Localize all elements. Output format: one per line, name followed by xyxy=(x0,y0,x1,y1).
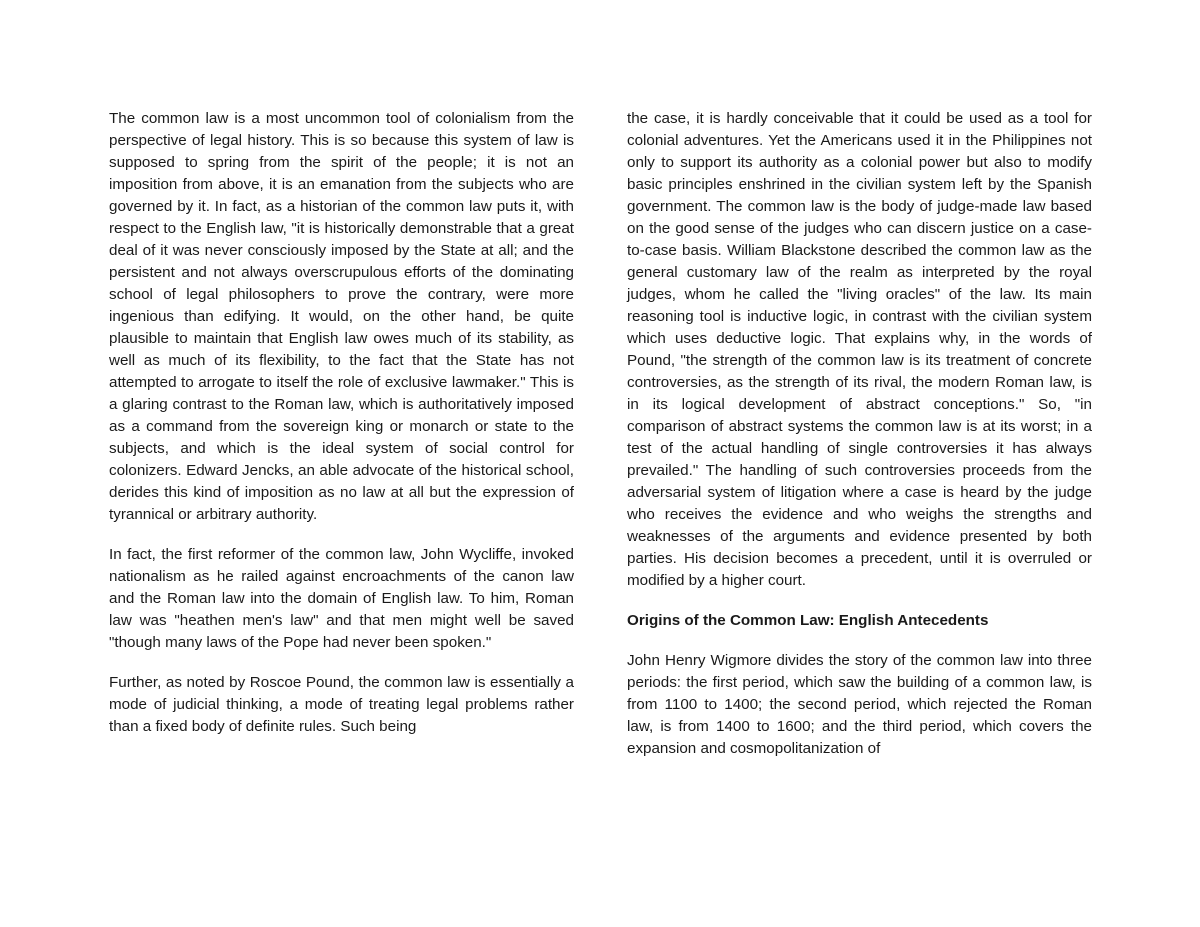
section-heading: Origins of the Common Law: English Antecedents xyxy=(627,612,989,629)
right-column xyxy=(627,108,1092,778)
paragraph-wigmore: John Henry Wigmore divides the story of the common law into three periods: the first period, which saw the building of a common law, is from 1100 to 1400; the second period, which rejected the Roman law, is from 1400 to 1600; and the third period, which covers the expansion and cosmopolitanization of xyxy=(627,652,1092,757)
paragraph-wycliffe: In fact, the first reformer of the common law, John Wycliffe, invoked nationalism as he railed against encroachments of the canon law and the Roman law into the domain of English law. To him, Roman law was "heathen men's law" and that men might well be saved "though many laws of the Pope had never been spoken." xyxy=(109,546,574,651)
paragraph-american-use: the case, it is hardly conceivable that it could be used as a tool for colonial adventures. Yet the Americans used it in the Philippines not only to support its authority as a colonial power but also to modify basic principles enshrined in the civilian system left by the Spanish government. The common law is the body of judge-made law based on the good sense of the judges who can discern justice on a case-to-case basis. William Blackstone described the common law as the general customary law of the realm as interpreted by the royal judges, whom he called the "living oracles" of the law. Its main reasoning tool is inductive logic, in contrast with the civilian system which uses deductive logic. That explains why, in the words of Pound, "the strength of the common law is its treatment of concrete controversies, as the strength of its rival, the modern Roman law, is in its logical development of abstract conceptions." So, "in comparison of abstract systems the common law is at its worst; in a test of the actual handling of single controversies it has always prevailed." The handling of such controversies proceeds from the adversarial system of litigation where a case is heard by the judge who receives the evidence and who weighs the strengths and weaknesses of the arguments and evidence presented by both parties. His decision becomes a precedent, until it is overruled or modified by a higher court. xyxy=(627,110,1092,589)
paragraph-roscoe-pound: Further, as noted by Roscoe Pound, the common law is essentially a mode of judicial thinking, a mode of treating legal problems rather than a fixed body of definite rules. Such being xyxy=(109,674,574,735)
left-column xyxy=(109,108,574,756)
paragraph-common-law-colonialism: The common law is a most uncommon tool of colonialism from the perspective of legal history. This is so because this system of law is supposed to spring from the spirit of the people; it is not an imposition from above, it is an emanation from the subjects who are governed by it. In fact, as a historian of the common law puts it, with respect to the English law, "it is historically demonstrable that a great deal of it was never consciously imposed by the State at all; and the persistent and not always overscrupulous efforts of the dominating school of legal philosophers to prove the contrary, were more ingenious than edifying. It would, on the other hand, be quite plausible to maintain that English law owes much of its stability, as well as much of its flexibility, to the fact that the State has not attempted to arrogate to itself the role of exclusive lawmaker." This is a glaring contrast to the Roman law, which is authoritatively imposed as a command from the sovereign king or monarch or state to the subjects, and which is the ideal system of social control for colonizers. Edward Jencks, an able advocate of the historical school, derides this kind of imposition as no law at all but the expression of tyrannical or arbitrary authority. xyxy=(109,110,574,523)
